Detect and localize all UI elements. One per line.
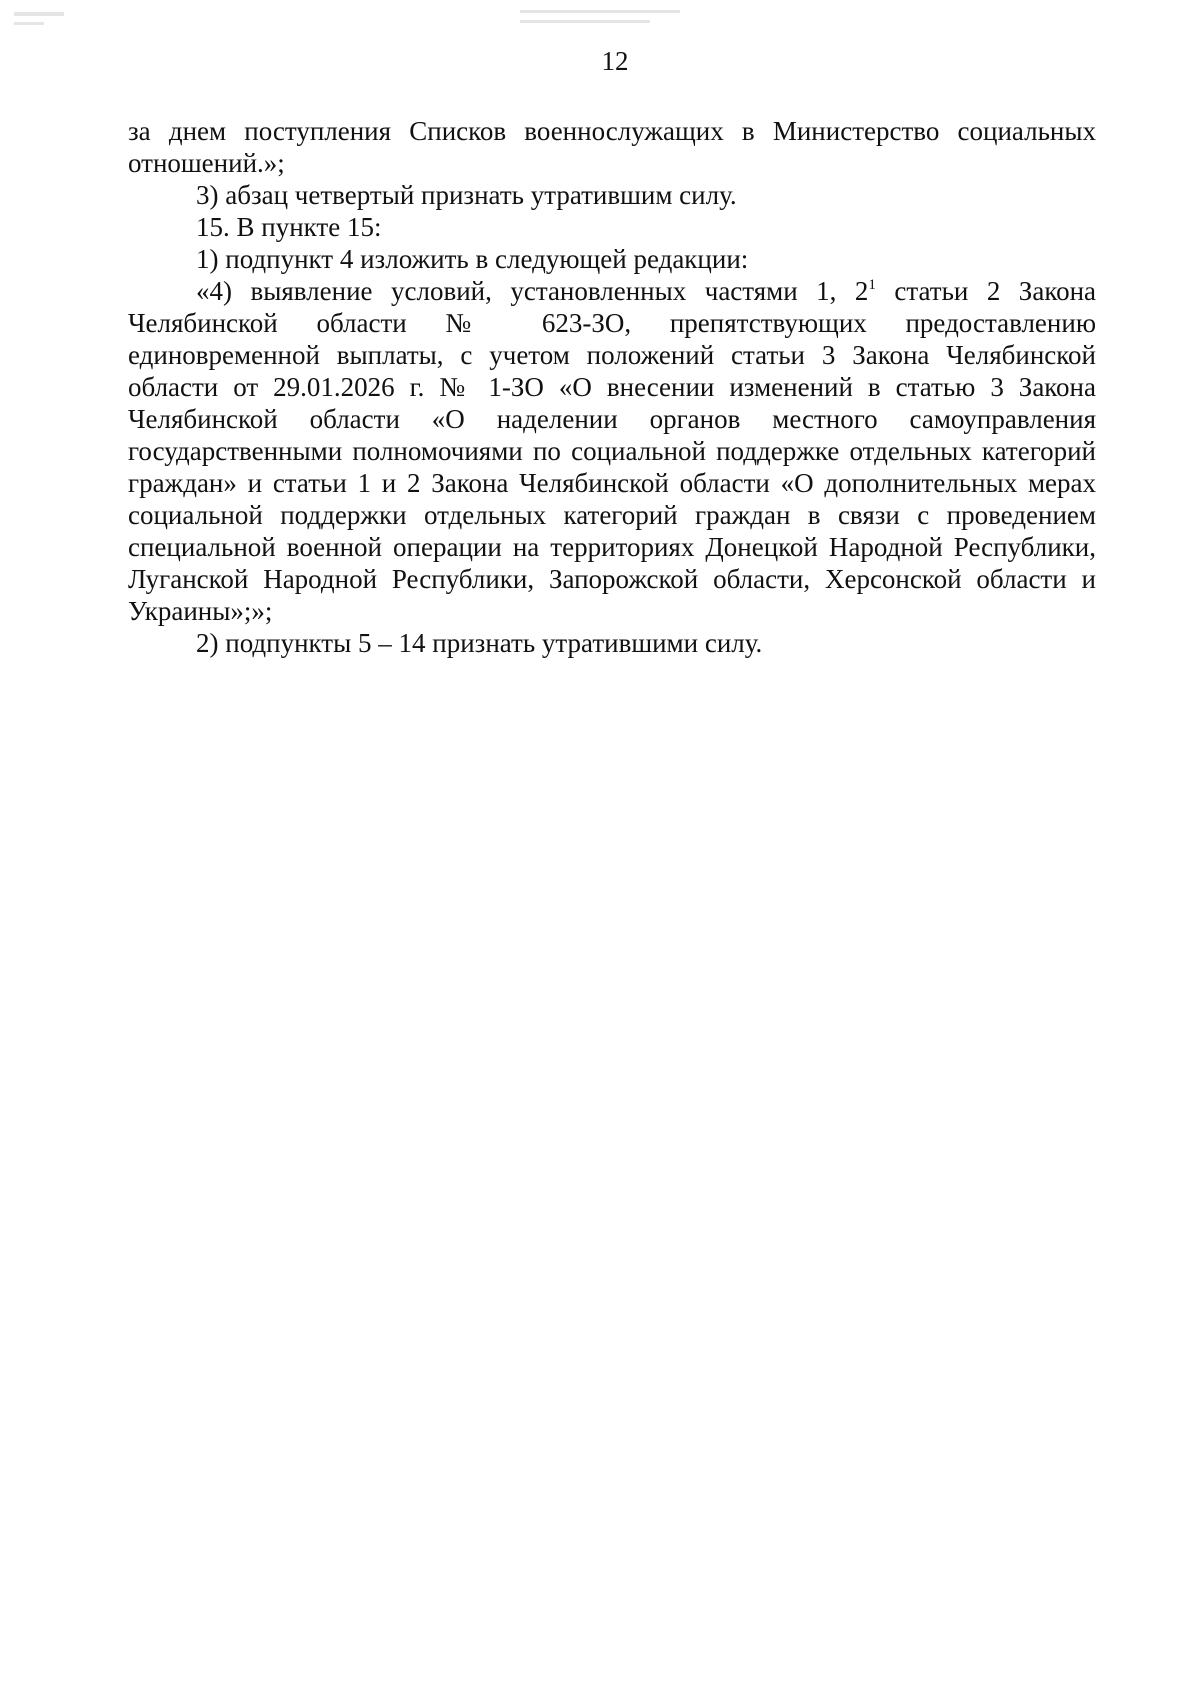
scan-artifact-top-center (520, 10, 680, 13)
paragraph-subitem-4-start: «4) выявление условий, установленных частями 1, 2 (196, 276, 869, 306)
paragraph-point-15: 15. В пункте 15: (196, 212, 382, 242)
paragraph-subitem-4-rest: статьи 2 Закона Челябинской области № 623-ЗО, препятствующих предоставлению единовременной выплаты, с учетом положений статьи 3 Закона Челябинской области от 29.01.2026 г. № 1-ЗО «О внесении изменений в статью 3 Закона Челябинской области «О наделении органов местного самоуправления государственными полномочиями по социальной поддержке отдельных категорий граждан» и статьи 1 и 2 Закона Челябинской области «О дополнительных мерах социальной поддержки отдельных категорий граждан в связи с проведением специальной военной операции на территориях Донецкой Народной Республики, Луганской Народной Республики, Запорожской области, Херсонской области и Украины»;»; (128, 276, 1096, 626)
scan-artifact-top-left (14, 12, 64, 16)
paragraph-continuation: за днем поступления Списков военнослужащих в Министерство социальных отношений.»; (128, 116, 1096, 178)
paragraph-subitem-1: 1) подпункт 4 изложить в следующей редакции: (196, 244, 749, 274)
paragraph-item-3: 3) абзац четвертый признать утратившим силу. (196, 180, 737, 210)
scan-artifact-top-center-2 (520, 20, 650, 23)
scan-artifact-top-left-2 (14, 22, 44, 25)
paragraph-subitem-4-text (128, 275, 1096, 627)
page-number: 12 (601, 46, 629, 76)
paragraph-subitem-2: 2) подпункты 5 – 14 признать утратившими силу. (196, 628, 763, 658)
document-body (128, 115, 1096, 659)
superscript-1: 1 (868, 277, 876, 293)
